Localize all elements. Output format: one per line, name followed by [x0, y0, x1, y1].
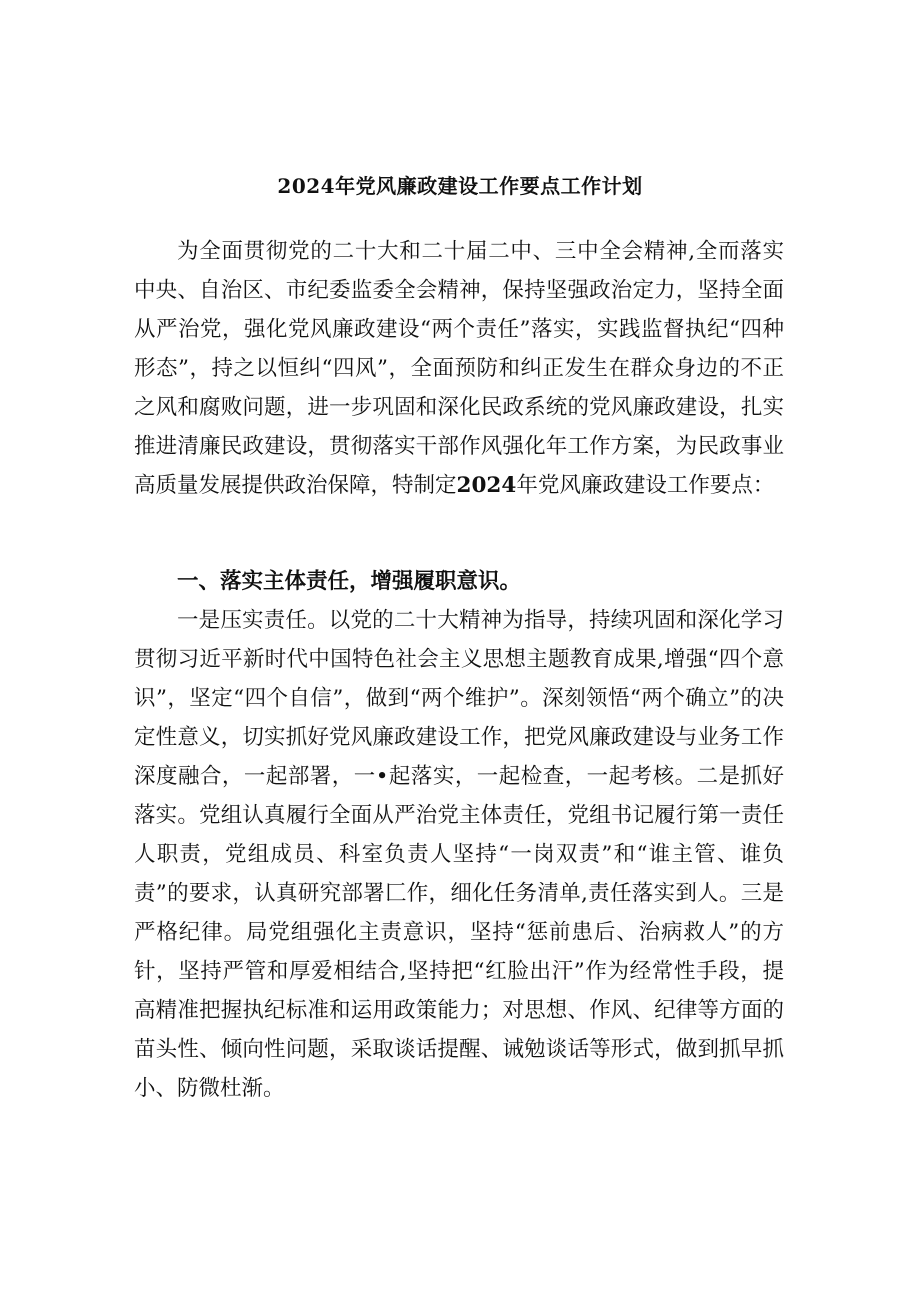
intro-text-after: 年党风廉政建设工作要点：: [516, 473, 775, 498]
intro-text-before: 为全面贯彻党的二十大和二十届二中、三中全会精神,全而落实中央、自治区、市纪委监委全会精神，保持坚强政治定力，坚持全面从严治党，强化党风廉政建设“两个责任”落实，实践监督执纪“四种形态”，持之以恒纠“四风”，全面预防和纠正发生在群众身边的不正之风和腐败问题，进一步巩固和深化民政系统的党风廉政建设，扎实推进清廉民政建设，贯彻落实干部作风强化年工作方案，为民政事业高质量发展提供政治保障，特制定: [134, 239, 784, 498]
intro-year-emphasis: 2024: [456, 473, 517, 498]
document-title: 2024年党风廉政建设工作要点工作计划: [277, 174, 643, 198]
intro-paragraph: [134, 232, 784, 505]
section-1-heading: 一、落实主体责任，增强履职意识。: [177, 569, 522, 594]
section-1-body: 一是压实责任。以党的二十大精神为指导，持续巩固和深化学习贯彻习近平新时代中国特色社会主义思想主题教育成果,增强“四个意识”，坚定“四个自信”，做到“两个维护”。深刻领悟“两个确立”的决定性意义，切实抓好党风廉政建设工作，把党风廉政建设与业务工作深度融合，一起部署，一•起落实，一起检查，一起考核。二是抓好落实。党组认真履行全面从严治党主体责任，党组书记履行第一责任人职责，党组成员、科室负责人坚持“一岗双责”和“谁主管、谁负责”的要求，认真研究部署匚作，细化任务清单,责任落实到人。三是严格纪律。局党组强化主责意识，坚持“惩前患后、治病救人”的方针，坚持严管和厚爱相结合,坚持把“红脸出汗”作为经常性手段，提高精准把握执纪标准和运用政策能力；对思想、作风、纪律等方面的苗头性、倾向性问题，采取谈话提醒、诫勉谈话等形式，做到抓早抓小、防微杜渐。: [134, 608, 784, 1101]
